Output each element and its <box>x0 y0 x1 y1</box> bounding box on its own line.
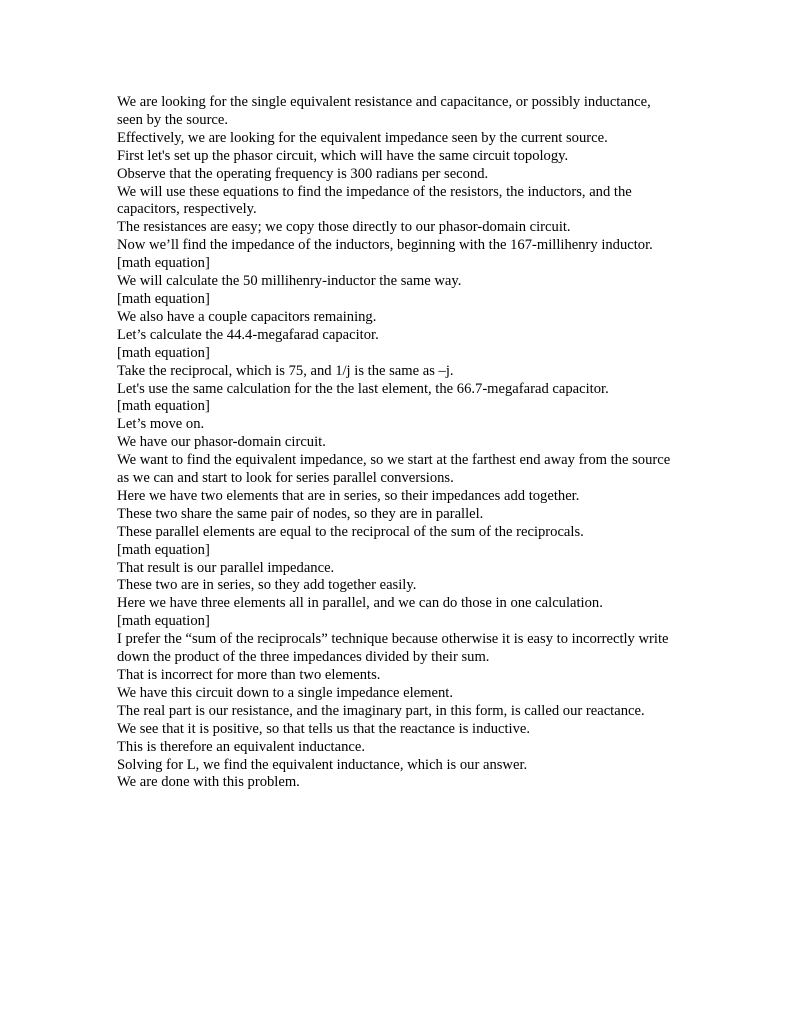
paragraph: We will use these equations to find the impedance of the resistors, the inductors, and the capacitors, respectively. <box>117 183 632 218</box>
math-placeholder: [math equation] <box>117 541 210 558</box>
paragraph: We are done with this problem. <box>117 774 300 791</box>
paragraph: Take the reciprocal, which is 75, and 1/j is the same as –j. <box>117 362 454 379</box>
paragraph: Let’s calculate the 44.4-megafarad capacitor. <box>117 326 379 343</box>
paragraph: We also have a couple capacitors remaining. <box>117 308 377 325</box>
paragraph: Let's use the same calculation for the the last element, the 66.7-megafarad capacitor. <box>117 380 609 397</box>
paragraph: The resistances are easy; we copy those directly to our phasor-domain circuit. <box>117 219 571 236</box>
paragraph: Effectively, we are looking for the equivalent impedance seen by the current source. <box>117 129 608 146</box>
math-placeholder: [math equation] <box>117 344 210 361</box>
paragraph: I prefer the “sum of the reciprocals” technique because otherwise it is easy to incorrectly write down the product of the three impedances divided by their sum. <box>117 631 669 666</box>
paragraph: Solving for L, we find the equivalent inductance, which is our answer. <box>117 756 528 773</box>
paragraph: Here we have two elements that are in series, so their impedances add together. <box>117 487 580 504</box>
paragraph: These two are in series, so they add together easily. <box>117 577 417 594</box>
paragraph: Let’s move on. <box>117 416 205 433</box>
paragraph: Here we have three elements all in parallel, and we can do those in one calculation. <box>117 595 603 612</box>
paragraph: We want to find the equivalent impedance, so we start at the farthest end away from the source as we can and start to look for series parallel conversions. <box>117 452 671 487</box>
math-placeholder: [math equation] <box>117 398 210 415</box>
paragraph: Observe that the operating frequency is 300 radians per second. <box>117 165 489 182</box>
paragraph: First let's set up the phasor circuit, which will have the same circuit topology. <box>117 147 569 164</box>
math-placeholder: [math equation] <box>117 255 210 272</box>
paragraph: We are looking for the single equivalent resistance and capacitance, or possibly inductance, seen by the source. <box>117 94 651 128</box>
paragraph: We have our phasor-domain circuit. <box>117 434 326 451</box>
paragraph: These parallel elements are equal to the reciprocal of the sum of the reciprocals. <box>117 523 584 540</box>
paragraph: We will calculate the 50 millihenry-inductor the same way. <box>117 273 462 290</box>
paragraph: These two share the same pair of nodes, so they are in parallel. <box>117 505 484 522</box>
paragraph: We have this circuit down to a single impedance element. <box>117 684 453 701</box>
paragraph: Now we’ll find the impedance of the inductors, beginning with the 167-millihenry inductor. <box>117 237 653 254</box>
math-placeholder: [math equation] <box>117 613 210 630</box>
paragraph: That result is our parallel impedance. <box>117 559 335 576</box>
math-placeholder: [math equation] <box>117 290 210 307</box>
paragraph: This is therefore an equivalent inductance. <box>117 738 365 755</box>
document-body <box>117 94 677 792</box>
paragraph: That is incorrect for more than two elements. <box>117 667 381 683</box>
paragraph: The real part is our resistance, and the imaginary part, in this form, is called our reactance. <box>117 702 645 719</box>
paragraph: We see that it is positive, so that tells us that the reactance is inductive. <box>117 720 531 737</box>
